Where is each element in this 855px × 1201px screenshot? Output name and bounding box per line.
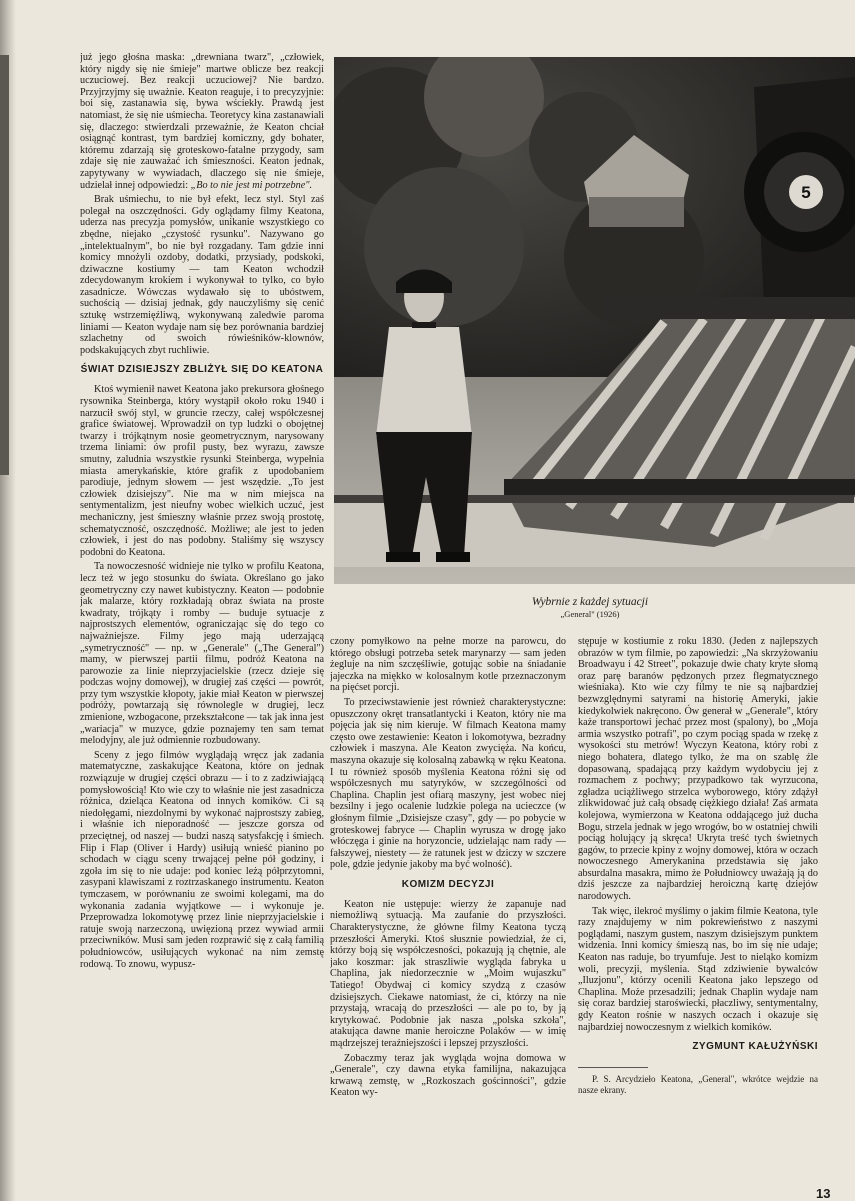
paragraph: Zobaczmy teraz jak wygląda wojna domowa w „Generale", czy dawna etyka familijna, nakazująca krwawą zemstę, w „Rozkoszach gościnności", gdzie Keaton wy- <box>330 1052 566 1099</box>
paragraph: Tak więc, ilekroć myślimy o jakim filmie Keatona, tyle razy znajdujemy w nim pokrewieństwo z naszymi poglądami, naszym gustem, naszym dzisiejszym punktem widzenia. Inni komicy śmieszą nas, bo im się nie udaje; Keaton nas raduje, bo tryumfuje. Jest to nieląko komizm woli, precyzji, myślenia. Stąd zdziwienie bywalców „Iluzjonu", którzy ocenili Keatona jako lepszego od Chaplina. Może przesadzili; jednak Chaplin wydaje nam się coraz bardziej staroświecki, płaczliwy, sentymentalny, gdy Keaton rośnie w naszych oczach i okazuje się najbardziej nowoczesnym z wielkich komików. <box>578 905 818 1033</box>
paragraph: już jego głośna maska: „drewniana twarz", „człowiek, który nigdy się nie śmieje" martwe oblicze bez reakcji uczuciowej. Bez reakcji uczuciowej? Nie bardzo. Przyjrzyjmy się uważnie. Keaton reaguje, i to precyzyjnie: boi się, zastanawia się, bywa wściekły. Prawdą jest natomiast, że się nie uśmiecha. Teoretycy kina zastanawiali się, dlaczego: stwierdzali przeważnie, że Keaton chciał osiągnąć kontrast, tym bardziej komiczny, gdy bohater, któremu zdarzają się groteskowo-fatalne przygody, sam zdaje się nie zauważać ich śmieszności. Keaton jednak, zapytywany w wywiadach, dlaczego się nie śmieje, udzielał innej odpowiedzi: „Bo to nie jest mi potrzebne". <box>80 52 324 191</box>
paragraph: To przeciwstawienie jest również charakterystyczne: opuszczony okręt transatlantycki i Keaton, który nie ma pojęcia jak się nim kieruje. W filmach Keatona mamy często owe zestawienie: Keaton i lokomotywa, bezradny człowiek i maszyna. Ale Keaton zwycięża. Na końcu, maszyna okazuje się kolosalną zabawką w ręku Keatona. I tu również sposób myślenia Keatona różni się od współczesnych mu satyryków, w szczególności od Chaplina. Chaplin jest ofiarą maszyny, jest wobec niej bezsilny i jego ocalenie ludzkie polega na ucieczce (w głośnym filmie „Dzisiejsze czasy", gdy — po pobycie w groteskowej fabryce — Chaplin wyrusza w drogę jako włóczęga i ginie na horyzoncie, udzielając nam rady — fałszywej, niestety — że ratunek jest w dziczy w szczere pole, gdzie jedynie jakoby ma być wolność). <box>330 696 566 871</box>
author-signature: ZYGMUNT KAŁUŻYŃSKI <box>692 1041 818 1053</box>
caption-title: Wybrnie z każdej sytuacji <box>531 596 649 608</box>
article-column-2 <box>330 636 566 1172</box>
footnote-divider <box>578 1067 648 1068</box>
adjacent-page-strip <box>0 55 9 475</box>
quote: „Bo to nie jest mi potrzebne". <box>190 179 313 191</box>
section-heading: KOMIZM DECYZJI <box>401 878 495 890</box>
caption-subtitle: „General" (1926) <box>560 609 620 619</box>
article-column-1 <box>80 52 324 1172</box>
photo-caption <box>440 596 740 620</box>
postscript: P. S. Arcydzieło Keatona, „General", wkrótce wejdzie na nasze ekrany. <box>578 1073 818 1095</box>
paragraph: Ta nowoczesność widnieje nie tylko w profilu Keatona, lecz też w jego stosunku do świata. Określano go jako geometryczny czy nawet kubistyczny. Keaton — podobnie jak malarze, który rozkładają obraz świata na proste kwadraty, trójkąty i romby — buduje sytuacje z najprostszych elementów, ograniczając się do tego co najważniejsze. Filmy jego mają uderzającą „symetryczność" — np. w „Generale" („The General") mamy, w pierwszej partii filmu, podróż Keatona na parowozie za linie nieprzyjacielskie (rzecz dzieje się podczas wojny domowej), w drugiej zaś części — powrót, przy tym wszystkie kłopoty, jakie miał Keaton w pierwszej podróży, powtarzają się równolegle w drugiej, lecz zmienione, wzbogacone, przekształcone — tak jak inna jest „wariacja" w muzyce, gdzie poznajemy ten sam temat melodyjny, ale już odmiennie rozbudowany. <box>80 561 324 747</box>
paragraph: czony pomyłkowo na pełne morze na parowcu, do którego obsługi potrzeba setek marynarzy — sam jeden żegluje na nim szczęśliwie, gotując sobie na śniadanie jajeczka na miękko w kolosalnym kotle przeznaczonym na pięćset porcji. <box>330 636 566 694</box>
locomotive-number: 5 <box>801 183 811 202</box>
page-number: 13 <box>816 1186 831 1201</box>
paragraph: stępuje w kostiumie z roku 1830. (Jeden z najlepszych obrazów w tym filmie, po zapowiedzi: „Na skrzyżowaniu Broadwayu i 42 Street", pokazuje dwie chaty kryte słomą oraz parę baranów pędzonych przez flegmatycznego wieśniaka). Kto wie czy filmy te nie są najbardziej bezwzględnymi satyrami na historię Ameryki, jakie kiedykolwiek nakręcono. Ów generał w „Generale", który każe transportowi jechać przez most (spalony), bo „Moja armia wszystko potrafi", po czym pociąg spada w rzekę z wysokości stu metrów! Wyczyn Keatona, który robi z niego bohatera, dlatego tylko, że ma on szablę źle dopasowaną, spadającą przy każdym wydobyciu jej z rozmachem z pochwy; przypadkowo tak wyrzucona, zgładza uciążliwego strzelca wyborowego, który zdążył zlikwidować już całą obsadę ciężkiego działa! Zaś armata kolejowa, wymierzona w Keatona oddającego już ducha Bogu, strzela jednak w jego wrogów, bo w ostatniej chwili pociąg holujący ją skręca! Ukryta treść tych świetnych gagów, to przecie kpiny z wojny domowej, która w oczach nowoczesnego Amerykanina przedstawia się jako absurdalna masakra, mimo że Południowcy uważają ją do dziś jeszcze za najbardziej heroiczną kartę dziejów narodowych. <box>578 636 818 903</box>
paragraph: Ktoś wymienił nawet Keatona jako prekursora głośnego rysownika Steinberga, który wystąpił około roku 1940 i narzucił swój styl, w gruncie rzeczy, całej współczesnej grafice światowej. Wprowadził on typ ludzki o obojętnej twarzy i trójkątnym nosie geometrycznym, narysowany trzema liniami: ów profil pusty, bez wyrazu, zawsze smutny, zaludnia wszystkie rysunki Steinberga, wypełnia miasta amerykańskie, które grafik z upodobaniem parodiuje, jednym słowem — jest wszędzie. „To jest człowiek dzisiejszy". Nie ma w nim miejsca na sentymentalizm, jest nieufny wobec wielkich uczuć, jest mechaniczny, jest śmieszny właśnie przez swoją prostotę, schematyczność, oszczędność. Możliwe; ale jest to jeden człowiek, i jest do nas podobny. Staliśmy się wszyscy podobni do Keatona. <box>80 384 324 558</box>
section-heading: ŚWIAT DZISIEJSZY ZBLIŻYŁ SIĘ DO KEATONA <box>80 364 324 376</box>
paragraph: Brak uśmiechu, to nie był efekt, lecz styl. Styl zaś polegał na oszczędności. Gdy oglądamy filmy Keatona, uderza nas precyzja pomysłów, unikanie wszystkiego co zbędne, niejako „czystość rysunku". Nazywano go „intelektualnym", bo nie był rozgadany. Tam gdzie inni komicy mnożyli ozdoby, dodatki, przysiady, podskoki, dziwaczne kostiumy — tam Keaton wchodził zdecydowanym krokiem i wykonywał to tylko, co było zasadnicze. Wówczas wydawało się to ubóstwem, suchością — dzisiaj jednak, gdy nauczyliśmy się cenić sztukę wstrzemięźliwą, wykonywaną zaledwie paroma liniami — Keaton wydaje nam się bez porównania bardziej szlachetny od swoich rówieśników-klownów, podskakujących zbyt ruchliwie. <box>80 194 324 356</box>
paragraph: Sceny z jego filmów wyglądają wręcz jak zadania matematyczne, zaskakujące Keatona, które on jednak rozwiązuje w drugiej części obrazu — i to z zadziwiającą pomysłowością! Kto wie czy to właśnie nie jest zasadnicza różnica, dzieląca Keatona od innych komików. Ci są niedołęgami, niezdolnymi by wykonać najprostszy zabieg, i właśnie ich nieporadność — jeszcze gorsza od przeciętnej, od naszej — budzi naszą satysfakcję i śmiech. Flip i Flap (Oliver i Hardy) usiłują wnieść pianino po schodach w ciągu sceny trwającej pełne pół godziny, i zgoła im się to nie udaje: pod koniec leżą półprzytomni, zasypani klawiszami z roztrzaskanego instrumentu. Keaton tymczasem, w porównaniu ze swoimi kolegami, ma do wykonania zadania wyjątkowe — i wykonuje je. Przeprowadza lokomotywę przez linie nieprzyjacielskie i ratuje swoją narzeczoną, uwięzioną przez wywiad armii przeciwników. Musi sam jeden rozprawić się z całą familią południowców, usiłujących wykonać na nim zemstę rodową. To znowu, wypusz- <box>80 749 324 970</box>
paragraph: Keaton nie ustępuje: wierzy że zapanuje nad niemożliwą sytuacją. Ma zaufanie do przyszłości. Charakterystyczne, że główne filmy Keatona tyczą przeszłości Ameryki. Ktoś słusznie powiedział, że ci, którzy boją się współczesności, pokazują ją chętnie, ale jako koszmar: jak straszliwie wygląda fabryka u Chaplina, jak niedorzecznie w „Moim wujaszku" Tatiego! Obydwaj ci komicy szydzą z czasów dzisiejszych. Ciekawe natomiast, że ci, którzy na nie przystają, wracają do przeszłości — ale po to, by ją krytykować. Podobnie jak nasza „polska szkoła", atakująca dawne manie heroiczne Polaków — w imię mądrzejszej teraźniejszości i lepszej przyszłości. <box>330 898 566 1049</box>
photo-illustration <box>334 57 855 584</box>
film-still-photo <box>334 57 855 584</box>
article-column-3 <box>578 636 818 1172</box>
